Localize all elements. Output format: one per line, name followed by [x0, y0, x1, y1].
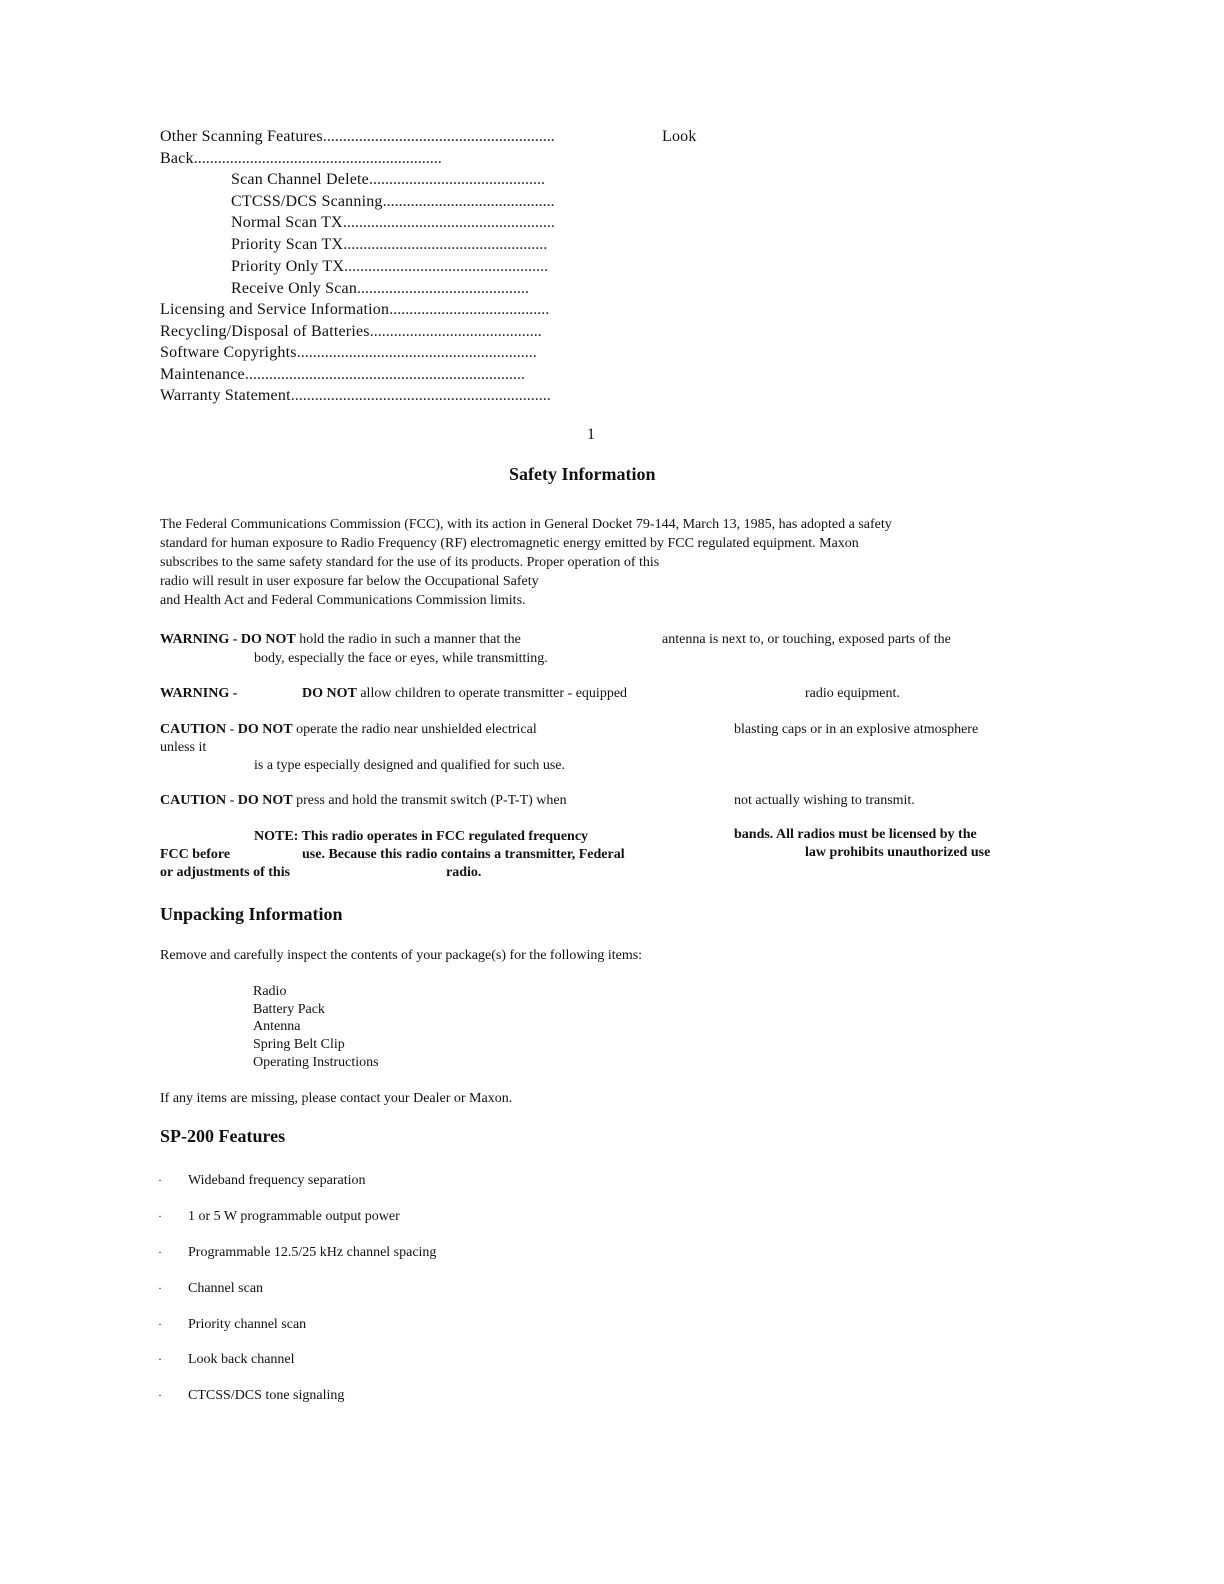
unpacking-outro: If any items are missing, please contact your Dealer or Maxon.: [160, 1091, 513, 1106]
note-line-2-b: use. Because this radio contains a transmitter, Federal: [302, 847, 625, 862]
list-item: Operating Instructions: [253, 1054, 379, 1070]
toc-leader-dots: ..........................................................: [322, 128, 555, 145]
toc-leader-dots: ..............................................................: [193, 150, 442, 167]
toc-leader-dots: ...................................................: [344, 258, 549, 275]
toc-leader-dots: ...........................................: [382, 193, 555, 210]
note-line-2-right: law prohibits unauthorized use: [805, 845, 991, 860]
list-item: Antenna: [253, 1019, 301, 1035]
toc-leader-dots: ............................................................: [296, 344, 537, 361]
note-line-2-a: FCC before: [160, 847, 231, 862]
toc-label: Normal Scan TX: [231, 214, 343, 231]
safety-paragraph: [160, 515, 892, 610]
toc-label: Priority Scan TX: [231, 236, 344, 253]
caution-2-right: not actually wishing to transmit.: [734, 793, 915, 808]
paragraph-line: subscribes to the same safety standard for the use of its products. Proper operation of this: [160, 555, 660, 570]
toc-label: Back: [160, 150, 194, 167]
toc-entry-warranty: [160, 387, 551, 405]
warning-label: WARNING -: [160, 632, 241, 647]
bullet-icon: ·: [158, 1352, 162, 1366]
note-line-3-a: or adjustments of this: [160, 865, 291, 880]
warning-1-right: antenna is next to, or touching, exposed parts of the: [662, 632, 951, 647]
bullet-icon: ·: [158, 1245, 162, 1259]
caution-label: CAUTION: [160, 793, 227, 808]
feature-item: [158, 1388, 344, 1404]
bullet-icon: ·: [158, 1317, 162, 1331]
warning-2-line: [302, 684, 627, 703]
toc-entry-back: [160, 150, 442, 168]
toc-label: CTCSS/DCS Scanning: [231, 193, 383, 210]
note-line-3-b: radio.: [446, 865, 482, 880]
toc-right-label: Look: [662, 128, 697, 145]
bullet-icon: ·: [158, 1281, 162, 1295]
list-item: Radio: [253, 984, 287, 999]
toc-label: Warranty Statement: [160, 387, 291, 404]
toc-leader-dots: ............................................: [368, 171, 545, 188]
feature-text: 1 or 5 W programmable output power: [188, 1209, 400, 1224]
caution-dash: -: [226, 793, 238, 808]
toc-entry-receive-only-scan: [231, 280, 529, 298]
warning-2-right: radio equipment.: [805, 686, 900, 701]
safety-title: Safety Information: [509, 464, 656, 484]
feature-text: Programmable 12.5/25 kHz channel spacing: [188, 1245, 437, 1260]
unpacking-item-list: [253, 983, 379, 1072]
toc-label: Receive Only Scan: [231, 280, 358, 297]
feature-item: [158, 1352, 295, 1368]
unpacking-title: Unpacking Information: [160, 904, 343, 924]
caution-1-right: blasting caps or in an explosive atmosphere: [734, 722, 979, 737]
toc-entry-priority-only-tx: [231, 258, 548, 276]
feature-item: [158, 1281, 263, 1297]
paragraph-line: and Health Act and Federal Communications Commission limits.: [160, 593, 526, 608]
feature-text: Look back channel: [188, 1352, 295, 1367]
caution-1-line-1: [160, 720, 537, 739]
toc-label: Priority Only TX: [231, 258, 345, 275]
paragraph-line: standard for human exposure to Radio Frequency (RF) electromagnetic energy emitted by FCC regulated equipment. Maxon: [160, 536, 859, 551]
toc-label: Other Scanning Features: [160, 128, 323, 145]
note-line-1-right: bands. All radios must be licensed by the: [734, 827, 977, 842]
do-not-emphasis: DO NOT: [240, 632, 296, 647]
toc-entry-licensing: [160, 301, 549, 319]
toc-label: Software Copyrights: [160, 344, 297, 361]
warning-1-line-2: body, especially the face or eyes, while transmitting.: [254, 651, 548, 666]
unpacking-intro: Remove and carefully inspect the contents of your package(s) for the following items:: [160, 948, 643, 963]
toc-leader-dots: ........................................: [389, 301, 550, 318]
list-item: Spring Belt Clip: [253, 1037, 345, 1053]
toc-label: Recycling/Disposal of Batteries: [160, 323, 370, 340]
feature-text: CTCSS/DCS tone signaling: [188, 1388, 345, 1403]
feature-item: [158, 1209, 400, 1225]
caution-text: operate the radio near unshielded electrical: [292, 722, 537, 737]
warning-2-label: WARNING -: [160, 686, 238, 701]
bullet-icon: ·: [158, 1173, 162, 1187]
toc-entry-normal-scan-tx: [231, 214, 555, 232]
caution-dash: -: [226, 722, 238, 737]
toc-label: Maintenance: [160, 366, 245, 383]
toc-leader-dots: .....................................................: [342, 214, 555, 231]
do-not-emphasis: DO NOT: [302, 686, 357, 701]
feature-item: [158, 1317, 306, 1333]
paragraph-line: radio will result in user exposure far below the Occupational Safety: [160, 574, 539, 589]
warning-text: allow children to operate transmitter - equipped: [356, 686, 628, 701]
toc-entry-other-scanning-features: [160, 128, 555, 146]
toc-leader-dots: .................................................................: [290, 387, 551, 404]
feature-text: Wideband frequency separation: [188, 1173, 366, 1188]
caution-2-line: [160, 791, 567, 810]
toc-entry-maintenance: [160, 366, 525, 384]
toc-leader-dots: ...................................................: [343, 236, 548, 253]
toc-leader-dots: ......................................................................: [244, 366, 525, 383]
toc-label: Licensing and Service Information: [160, 301, 390, 318]
bullet-icon: ·: [158, 1388, 162, 1402]
toc-leader-dots: ...........................................: [357, 280, 530, 297]
features-title: SP-200 Features: [160, 1126, 286, 1146]
warning-text: hold the radio in such a manner that the: [295, 632, 521, 647]
caution-1-line-3: is a type especially designed and qualified for such use.: [254, 758, 566, 773]
feature-text: Channel scan: [188, 1281, 264, 1296]
toc-entry-priority-scan-tx: [231, 236, 547, 254]
page-number: 1: [587, 426, 596, 443]
feature-item: [158, 1245, 436, 1261]
toc-entry-recycling: [160, 323, 542, 341]
toc-leader-dots: ...........................................: [369, 323, 542, 340]
feature-item: [158, 1173, 365, 1189]
toc-entry-scan-channel-delete: [231, 171, 545, 189]
paragraph-line: The Federal Communications Commission (FCC), with its action in General Docket 79-144, March 13, 1985, has adopted a safety: [160, 517, 892, 532]
caution-1-line-2: unless it: [160, 740, 207, 755]
toc-entry-ctcss-dcs-scanning: [231, 193, 555, 211]
feature-text: Priority channel scan: [188, 1317, 307, 1332]
do-not-emphasis: DO NOT: [237, 722, 293, 737]
toc-entry-software-copyrights: [160, 344, 537, 362]
bullet-icon: ·: [158, 1209, 162, 1223]
note-line-1-left: NOTE: This radio operates in FCC regulated frequency: [254, 829, 589, 844]
caution-label: CAUTION: [160, 722, 227, 737]
warning-1-line-1: [160, 630, 521, 649]
list-item: Battery Pack: [253, 1001, 325, 1017]
do-not-emphasis: DO NOT: [237, 793, 293, 808]
caution-text: press and hold the transmit switch (P-T-T) when: [292, 793, 567, 808]
toc-label: Scan Channel Delete: [231, 171, 369, 188]
